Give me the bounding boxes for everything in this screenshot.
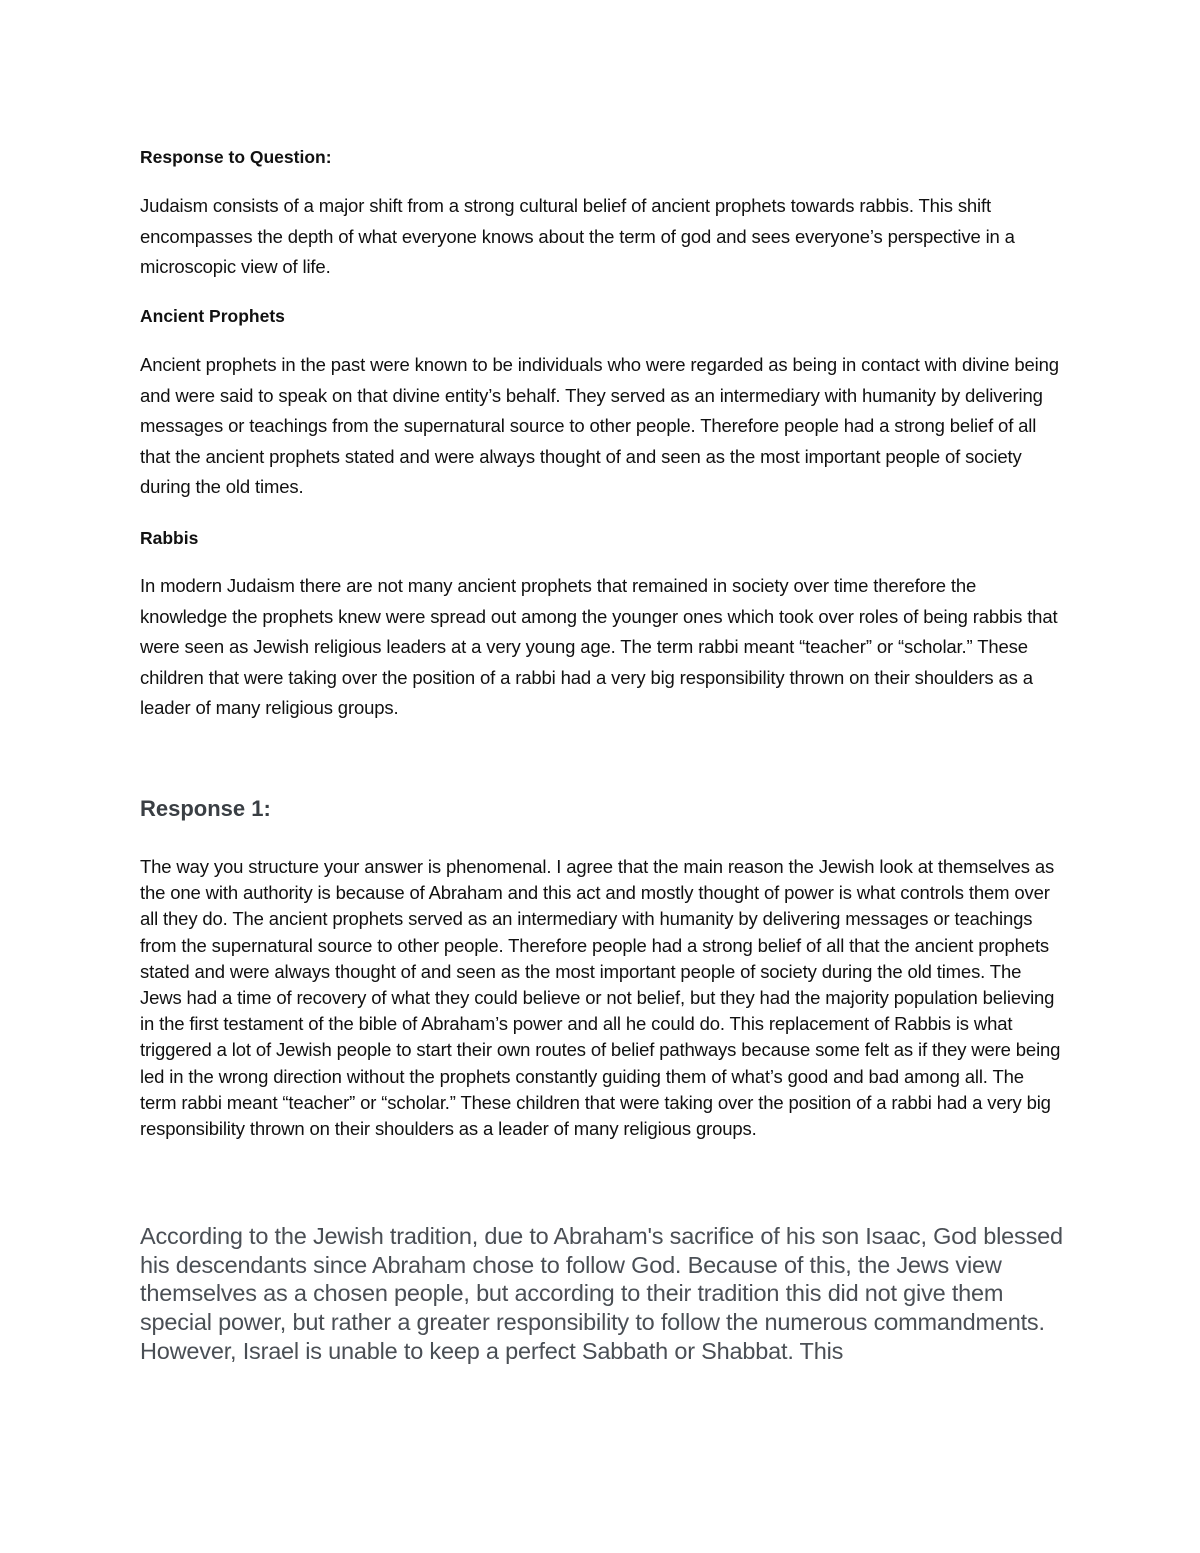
intro-paragraph: Judaism consists of a major shift from a strong cultural belief of ancient prophets towards rabbis. This shift encompasses the depth of what everyone knows about the term of god and sees everyone’s perspective in a microscopic view of life. bbox=[140, 195, 1015, 277]
response-1-paragraph: The way you structure your answer is phenomenal. I agree that the main reason the Jewish look at themselves as the one with authority is because of Abraham and this act and mostly thought of power is what controls them over all they do. The ancient prophets served as an intermediary with humanity by delivering messages or teachings from the supernatural source to other people. Therefore people had a strong belief of all that the ancient prophets stated and were always thought of and seen as the most important people of society during the old times. The Jews had a time of recovery of what they could believe or not belief, but they had the majority population believing in the first testament of the bible of Abraham’s power and all he could do. This replacement of Rabbis is what triggered a lot of Jewish people to start their own routes of belief pathways because some felt as if they were being led in the wrong direction without the prophets constantly guiding them of what’s good and bad among all. The term rabbi meant “teacher” or “scholar.” These children that were taking over the position of a rabbi had a very big responsibility thrown on their shoulders as a leader of many religious groups. bbox=[140, 856, 1061, 1140]
jewish-tradition-paragraph: According to the Jewish tradition, due to Abraham's sacrifice of his son Isaac, God blessed his descendants since Abraham chose to follow God. Because of this, the Jews view themselves as a chosen people, but according to their tradition this did not give them special power, but rather a greater responsibility to follow the numerous commandments. However, Israel is unable to keep a perfect Sabbath or Shabbat. This bbox=[140, 1223, 1063, 1364]
heading-response-to-question: Response to Question: bbox=[140, 147, 332, 167]
heading-rabbis: Rabbis bbox=[140, 528, 199, 548]
heading-ancient-prophets: Ancient Prophets bbox=[140, 306, 285, 326]
response-1-title: Response 1: bbox=[140, 796, 271, 821]
ancient-prophets-paragraph: Ancient prophets in the past were known to be individuals who were regarded as being in contact with divine being and were said to speak on that divine entity’s behalf. They served as an intermediary with humanity by delivering messages or teachings from the supernatural source to other people. Therefore people had a strong belief of all that the ancient prophets stated and were always thought of and seen as the most important people of society during the old times. bbox=[140, 354, 1059, 497]
rabbis-paragraph: In modern Judaism there are not many ancient prophets that remained in society over time therefore the knowledge the prophets knew were spread out among the younger ones which took over roles of being rabbis that were seen as Jewish religious leaders at a very young age. The term rabbi meant “teacher” or “scholar.” These children that were taking over the position of a rabbi had a very big responsibility thrown on their shoulders as a leader of many religious groups. bbox=[140, 575, 1058, 718]
